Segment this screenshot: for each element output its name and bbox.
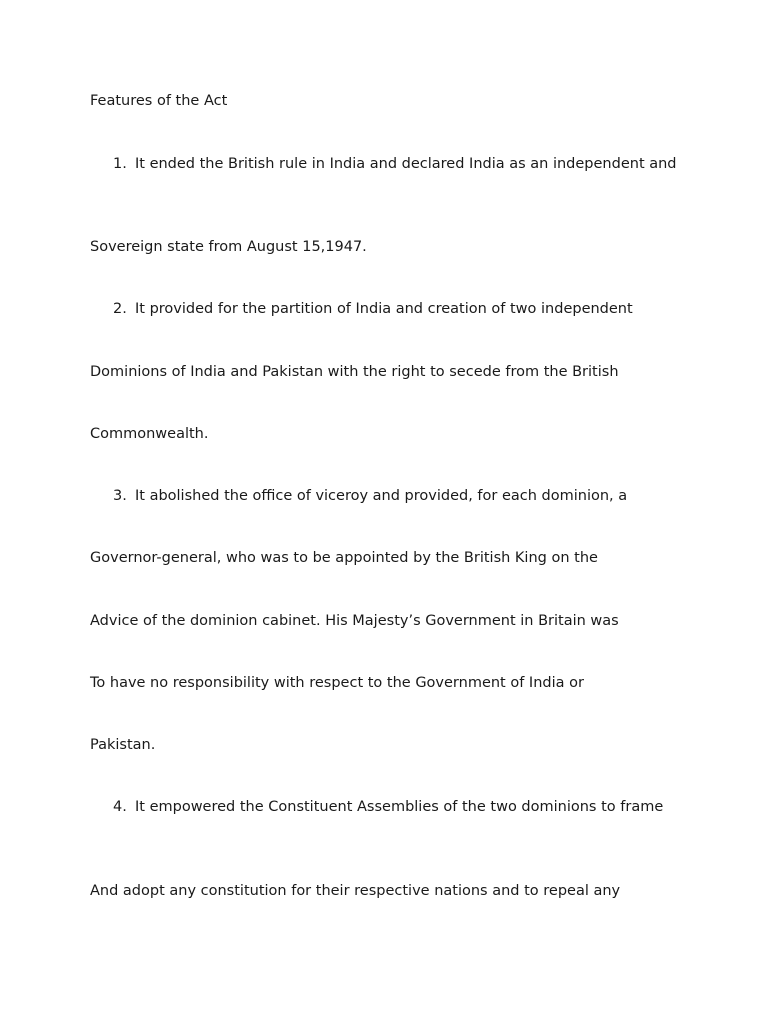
list-number: 4. — [113, 799, 127, 815]
list-item-3 — [113, 486, 683, 507]
paragraph-line: Dominions of India and Pakistan with the right to secede from the British — [90, 364, 619, 380]
list-number: 1. — [113, 156, 127, 172]
list-item-4 — [113, 797, 683, 818]
list-item-text: It ended the British rule in India and declared India as an independent and — [135, 156, 677, 172]
paragraph-line: And adopt any constitution for their respective nations and to repeal any — [90, 883, 621, 899]
paragraph-line: To have no responsibility with respect to the Government of India or — [90, 675, 584, 691]
list-item-text: It abolished the office of viceroy and provided, for each dominion, a — [135, 488, 628, 504]
list-number: 2. — [113, 301, 127, 317]
list-item-2 — [113, 299, 683, 320]
paragraph-line: Pakistan. — [90, 737, 156, 753]
paragraph-line: Sovereign state from August 15,1947. — [90, 239, 367, 255]
list-item-text: It empowered the Constituent Assemblies of the two dominions to frame — [135, 799, 664, 815]
list-item-text: It provided for the partition of India and creation of two independent — [135, 301, 633, 317]
paragraph-line: Commonwealth. — [90, 426, 209, 442]
list-item-1 — [113, 154, 683, 175]
list-number: 3. — [113, 488, 127, 504]
paragraph-line: Advice of the dominion cabinet. His Majesty’s Government in Britain was — [90, 613, 619, 629]
document-heading: Features of the Act — [90, 93, 228, 109]
paragraph-line: Governor-general, who was to be appointed by the British King on the — [90, 550, 598, 566]
